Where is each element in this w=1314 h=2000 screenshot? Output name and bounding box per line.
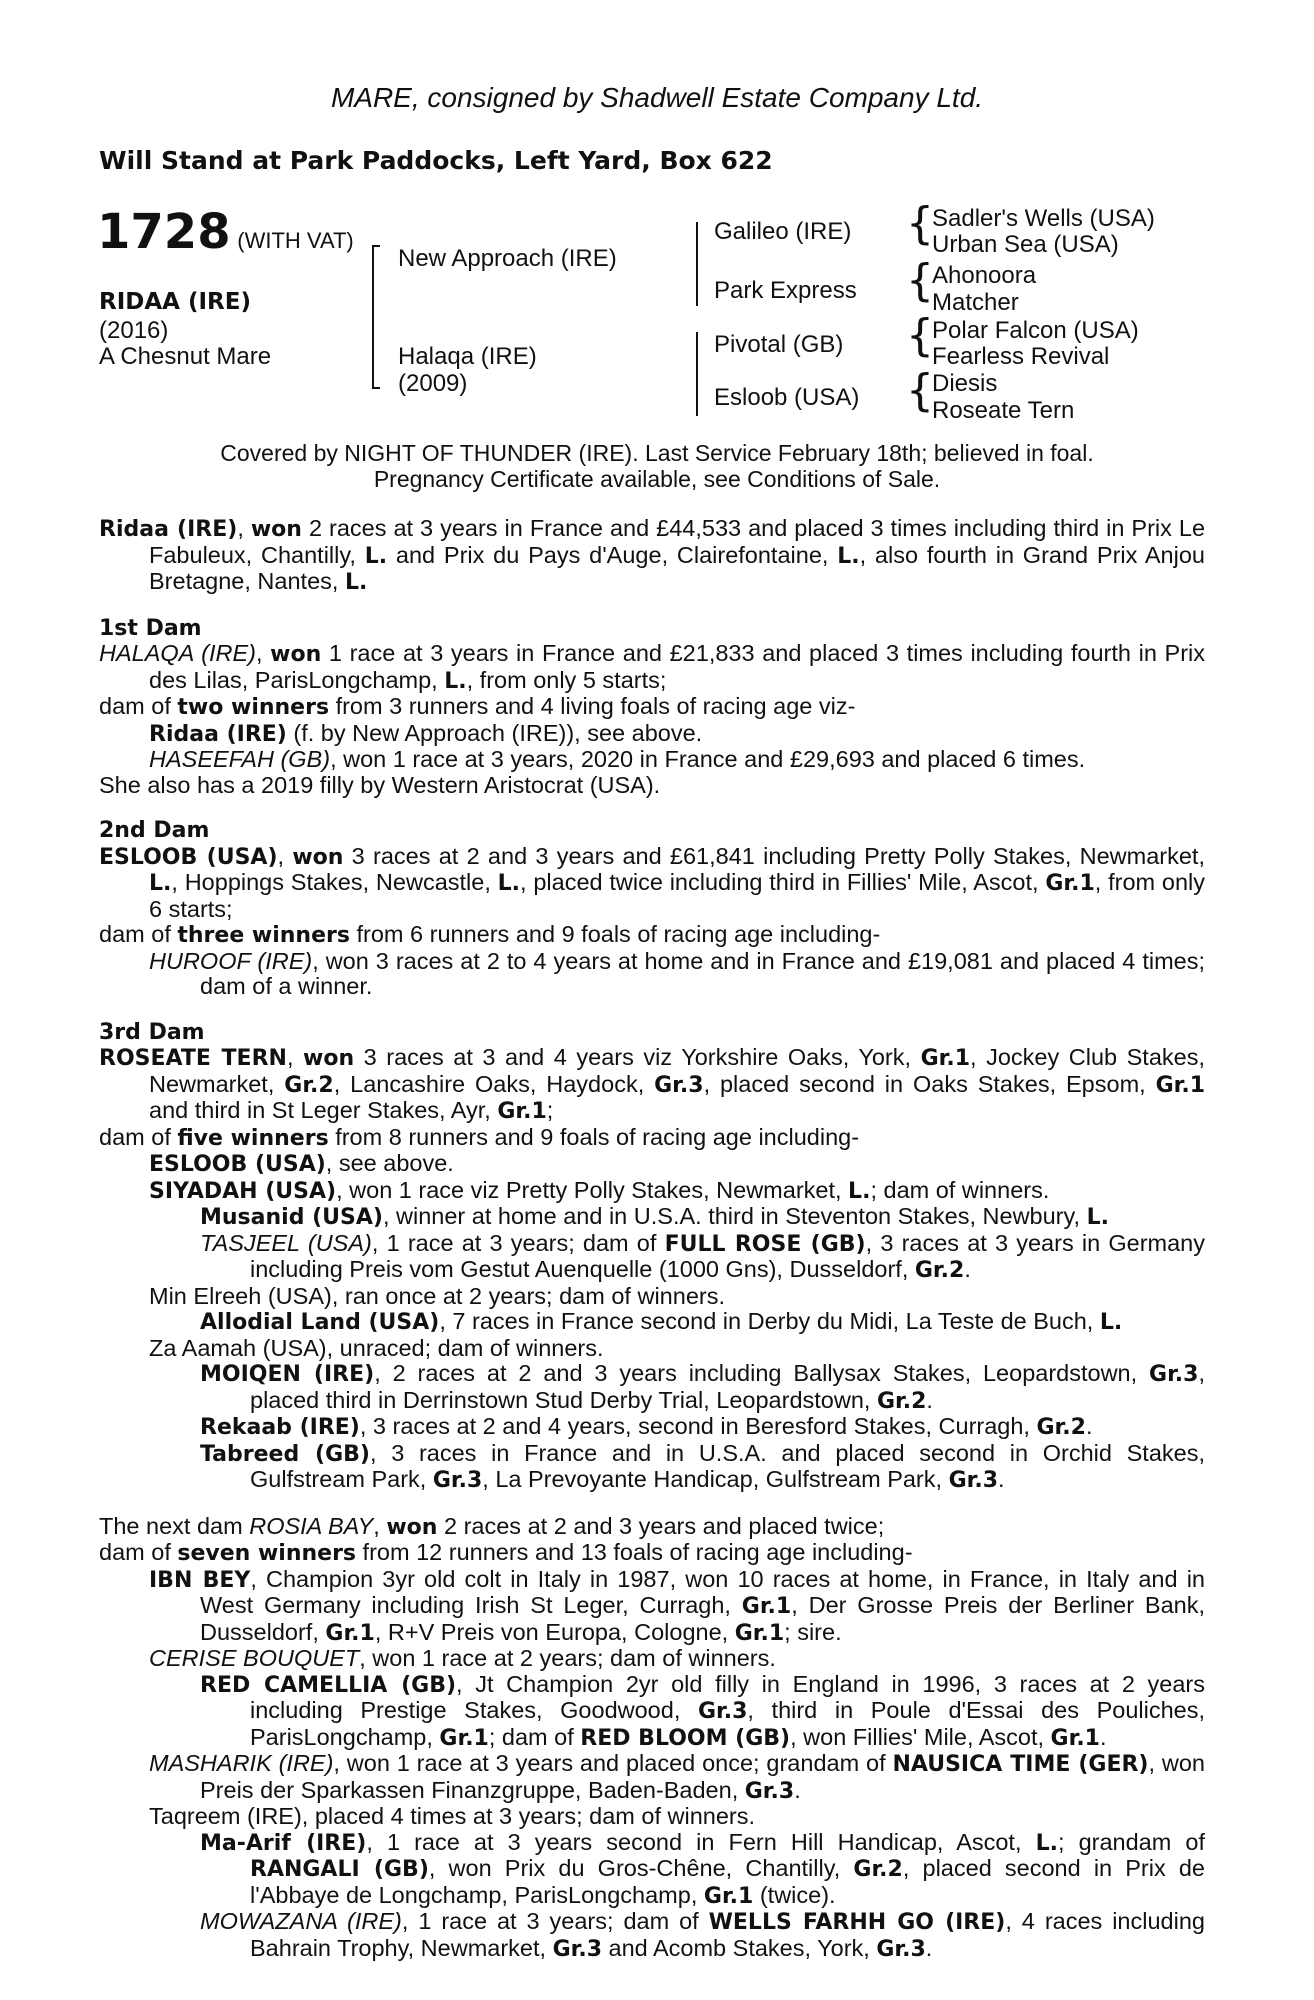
first-dam-heading: 1st Dam: [99, 615, 202, 641]
dam-name: Halaqa (IRE): [398, 343, 537, 370]
produce-red-camellia: RED CAMELLIA (GB), Jt Champion 2yr old filly in England in 1996, 3 races at 2 years including Prestige Stakes, Goodwood, Gr.3, third in Poule d'Essai des Pouliches, ParisLongchamp, Gr.1; dam of RED BLOOM (GB), won Fillies' Mile, Ascot, Gr.1.: [200, 1670, 1206, 1751]
third-dam-produce: dam of five winners from 8 runners and 9 foals of racing age including-: [99, 1123, 860, 1151]
produce-min-elreeh: Min Elreeh (USA), ran once at 2 years; dam of winners.: [149, 1282, 725, 1309]
produce-ibn-bey: IBN BEY, Champion 3yr old colt in Italy in 1987, won 10 races at home, in France, in Italy and in West Germany including Irish St Leger, Curragh, Gr.1, Der Grosse Preis der Berliner Bank, Dusseldorf, Gr.1, R+V Preis von Europa, Cologne, Gr.1; sire.: [149, 1565, 1205, 1646]
produce-haseefah: HASEEFAH (GB), won 1 race at 3 years, 2020 in France and £29,693 and placed 6 times.: [149, 746, 1086, 772]
produce-za-aamah: Za Aamah (USA), unraced; dam of winners.: [149, 1334, 604, 1361]
vat-note: (WITH VAT): [237, 228, 354, 253]
horse-year: (2016): [99, 317, 169, 344]
brace-3: {: [906, 310, 934, 361]
sire-name: New Approach (IRE): [398, 245, 617, 272]
horse-name: RIDAA (IRE): [99, 289, 251, 315]
third-dam-record: ROSEATE TERN, won 3 races at 3 and 4 years viz Yorkshire Oaks, York, Gr.1, Jockey Club Stakes, Newmarket, Gr.2, Lancashire Oaks, Haydock, Gr.3, placed second in Oaks Stakes, Epsom, Gr.1 and third in St Leger Stakes, Ayr, Gr.1;: [99, 1044, 1206, 1124]
brace-4: {: [906, 365, 934, 416]
second-dam-produce: dam of three winners from 6 runners and 9 foals of racing age including-: [99, 921, 881, 948]
produce-huroof: HUROOF (IRE), won 3 races at 2 to 4 years at home and in France and £19,081 and placed 4 times; dam of a winner.: [149, 947, 1205, 999]
brace-2: {: [906, 255, 934, 306]
lot-number: 1728: [97, 204, 231, 260]
produce-mowazana: MOWAZANA (IRE), 1 race at 3 years; dam of WELLS FARHH GO (IRE), 4 races including Bahrain Trophy, Newmarket, Gr.3 and Acomb Stakes, York, Gr.3.: [200, 1908, 1205, 1962]
dam-sire: Pivotal (GB): [714, 331, 844, 358]
gen3-4: Matcher: [932, 289, 1019, 316]
catalogue-body: [99, 516, 1205, 1962]
dam-year: (2009): [398, 370, 468, 397]
produce-taqreem: Taqreem (IRE), placed 4 times at 3 years; dam of winners.: [149, 1803, 756, 1829]
gen3-1: Sadler's Wells (USA): [932, 205, 1155, 232]
produce-musanid: Musanid (USA), winner at home and in U.S.A. third in Steventon Stakes, Newbury, L.: [200, 1203, 1109, 1230]
produce-ma-arif: Ma-Arif (IRE), 1 race at 3 years second in Fern Hill Handicap, Ascot, L.; grandam of RANGALI (GB), won Prix du Gros-Chêne, Chantilly, Gr.2, placed second in Prix de l'Abbaye de Longchamp, ParisLongchamp, Gr.1 (twice).: [200, 1828, 1206, 1909]
sire-dam: Park Express: [714, 277, 857, 304]
produce-tasjeel: TASJEEL (USA), 1 race at 3 years; dam of FULL ROSE (GB), 3 races at 3 years in Germany including Preis vom Gestut Auenquelle (1000 Gns), Dusseldorf, Gr.2.: [200, 1229, 1205, 1283]
produce-masharik: MASHARIK (IRE), won 1 race at 3 years and placed once; grandam of NAUSICA TIME (GER), won Preis der Sparkassen Finanzgruppe, Baden-Baden, Gr.3.: [149, 1750, 1205, 1804]
first-dam-foal-note: She also has a 2019 filly by Western Aristocrat (USA).: [99, 771, 661, 798]
produce-moiqen: MOIQEN (IRE), 2 races at 2 and 3 years including Ballysax Stakes, Leopardstown, Gr.3, placed third in Derrinstown Stud Derby Trial, Leopardstown, Gr.2.: [200, 1360, 1205, 1414]
next-dam-record: The next dam ROSIA BAY, won 2 races at 2 and 3 years and placed twice;: [99, 1512, 885, 1540]
pregnancy-note: Pregnancy Certificate available, see Conditions of Sale.: [373, 466, 941, 492]
produce-cerise-bouquet: CERISE BOUQUET, won 1 race at 2 years; dam of winners.: [149, 1645, 776, 1671]
second-dam-record: ESLOOB (USA), won 3 races at 2 and 3 years and £61,841 including Pretty Polly Stakes, Newmarket, L., Hoppings Stakes, Newcastle, L., placed twice including third in Fillies' Mile, Ascot, Gr.1, from only 6 starts;: [99, 842, 1206, 922]
sire-sire: Galileo (IRE): [714, 218, 852, 245]
first-dam-produce: dam of two winners from 3 runners and 4 living foals of racing age viz-: [99, 693, 856, 720]
next-dam-produce: dam of seven winners from 12 runners and 13 foals of racing age including-: [99, 1539, 913, 1566]
gen3-3: Ahonoora: [932, 262, 1037, 289]
horse-record: Ridaa (IRE), won 2 races at 3 years in France and £44,533 and placed 3 times including third in Prix Le Fabuleux, Chantilly, L. and Prix du Pays d'Auge, Clairefontaine, L., also fourth in Grand Prix Anjou Bretagne, Nantes, L.: [99, 515, 1206, 595]
consignor-heading: MARE, consigned by Shadwell Estate Company Ltd.: [330, 82, 984, 113]
horse-description: A Chesnut Mare: [99, 343, 272, 370]
gen3-8: Roseate Tern: [932, 397, 1075, 424]
gen3-2: Urban Sea (USA): [932, 231, 1119, 258]
produce-tabreed: Tabreed (GB), 3 races in France and in U.S.A. and placed second in Orchid Stakes, Gulfstream Park, Gr.3, La Prevoyante Handicap, Gulfstream Park, Gr.3.: [200, 1439, 1205, 1493]
gen3-5: Polar Falcon (USA): [932, 317, 1139, 344]
gen3-7: Diesis: [932, 370, 998, 397]
produce-esloob: ESLOOB (USA), see above.: [149, 1150, 454, 1177]
second-dam-heading: 2nd Dam: [99, 818, 210, 843]
produce-siyadah: SIYADAH (USA), won 1 race viz Pretty Polly Stakes, Newmarket, L.; dam of winners.: [149, 1176, 1050, 1204]
third-dam-heading: 3rd Dam: [99, 1019, 205, 1045]
dam-dam: Esloob (USA): [714, 384, 860, 411]
first-dam-record: HALAQA (IRE), won 1 race at 3 years in France and £21,833 and placed 3 times including fourth in Prix des Lilas, ParisLongchamp, L., from only 5 starts;: [99, 640, 1206, 694]
gen3-6: Fearless Revival: [932, 343, 1110, 370]
covering-note: Covered by NIGHT OF THUNDER (IRE). Last Service February 18th; believed in foal.: [220, 440, 1094, 466]
lot-number-line: [97, 204, 354, 260]
produce-rekaab: Rekaab (IRE), 3 races at 2 and 4 years, second in Beresford Stakes, Curragh, Gr.2.: [200, 1413, 1093, 1440]
produce-ridaa: Ridaa (IRE) (f. by New Approach (IRE)), see above.: [149, 719, 703, 747]
produce-allodial-land: Allodial Land (USA), 7 races in France second in Derby du Midi, La Teste de Buch, L.: [200, 1308, 1123, 1335]
brace-1: {: [906, 198, 934, 249]
stand-location: Will Stand at Park Paddocks, Left Yard, Box 622: [99, 146, 773, 175]
